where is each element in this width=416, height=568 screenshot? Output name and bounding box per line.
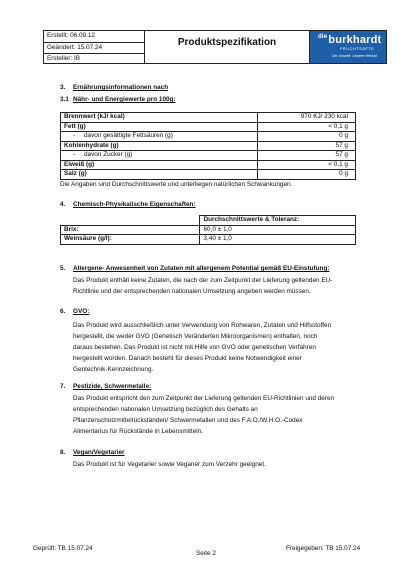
- section-3-1-heading: 3.1 Nähr- und Energiewerte pro 100g:: [60, 96, 176, 103]
- section-3-heading: 3. Ernährungsinformationen nach: [60, 84, 169, 91]
- page-number: Seite 2: [196, 550, 216, 557]
- company-logo: $^{die}$burkhardt FRUCHTSÄFTE Der Umwelt. Unserer Heimat.: [310, 31, 386, 63]
- footer-checked: Geprüft: TB 15.07.24: [33, 545, 93, 552]
- section-8-text: Das Produkt ist für Vegetarier sowie Veganer zum Verzehr geeignet.: [73, 461, 266, 468]
- table-row: Salz (g) 0 g: [61, 170, 356, 180]
- author: Ersteller: IB: [47, 55, 81, 63]
- table-row: Kohlenhydrate (g) 57 g: [61, 141, 356, 151]
- table-row: Brennwert (kJ/ kcal) 970 KJ/ 230 kcal: [61, 113, 356, 123]
- table-row: Weinsäure (g/l): 3,40 ± 1,0: [61, 235, 356, 245]
- changed-date: Geändert: 15.07.24: [44, 43, 144, 55]
- table-row: Durchschnittswerte & Toleranz:: [61, 216, 356, 226]
- created-date: Erstellt: 06.09.12: [44, 31, 144, 43]
- table-row: - davon gesättigte Fettsäuren (g) 0 g: [61, 132, 356, 142]
- section-8-heading: 8. Vegan/Vegetarier: [60, 449, 125, 456]
- document-header: [43, 30, 387, 64]
- section-7-text: Das Produkt entspricht den zum Zeitpunkt der Lieferung geltenden EU-Richtlinien und deren entsprechenden nationalen Umsetzung bezüglich des Gehalts an Pflanzenschutzmittelrückständen/ Schwermetallen und des F.A.O./W.H.O.-Codex Alimentarius für Rückstände in Lebensmitteln.: [73, 395, 335, 435]
- table-row: Fett (g) < 0,1 g: [61, 122, 356, 132]
- section-6-text: Das Produkt wird ausschließlich unter Verwendung von Rohwaren, Zutaten und Hilfsstoffen hergestellt, die weder GVO (Genetisch Veränderten Mikroorganismen) enthalten, noch daraus bestehen. Das Produkt ist nicht mit Hilfe von GVO oder genetischen Verfahren hergestellt worden. Danach besteht für dieses Produkt keine Notwendigkeit einer Gentechnik-Kennzeichnung.: [73, 322, 332, 373]
- section-5-heading: 5. Allergene- Anwesenheit von Zutaten mit allergenem Potential gemäß EU-Einstufung:: [60, 265, 330, 272]
- document-meta: [44, 31, 145, 63]
- table-row: - davon Zucker (g) 57 g: [61, 151, 356, 161]
- table-row: Eiweiß (g) < 0,1 g: [61, 160, 356, 170]
- section-4-heading: 4. Chemisch-Physikalische Eigenschaften:: [60, 201, 196, 208]
- section-7-heading: 7. Pestizide, Schwermetalle:: [60, 383, 152, 390]
- footer-released: Freigegeben: TB 15.07.24: [286, 545, 361, 552]
- document-title: Produktspezifikation: [145, 31, 310, 63]
- properties-table: [60, 215, 356, 245]
- nutrition-note: Die Angaben sind Durchschnittswerte und unterliegen natürlichen Schwankungen.: [60, 181, 293, 188]
- nutrition-table: [60, 112, 356, 180]
- section-5-text: Das Produkt enthält keine Zutaten, die nach der zum Zeitpunkt der Lieferung geltenden EU- Richtlinie und der entsprechenden nationalen Umsetzung angeben werden müssen.: [73, 277, 333, 295]
- section-6-heading: 6. GVO:: [60, 308, 90, 315]
- table-row: Brix: 60,0 ± 1,0: [61, 225, 356, 235]
